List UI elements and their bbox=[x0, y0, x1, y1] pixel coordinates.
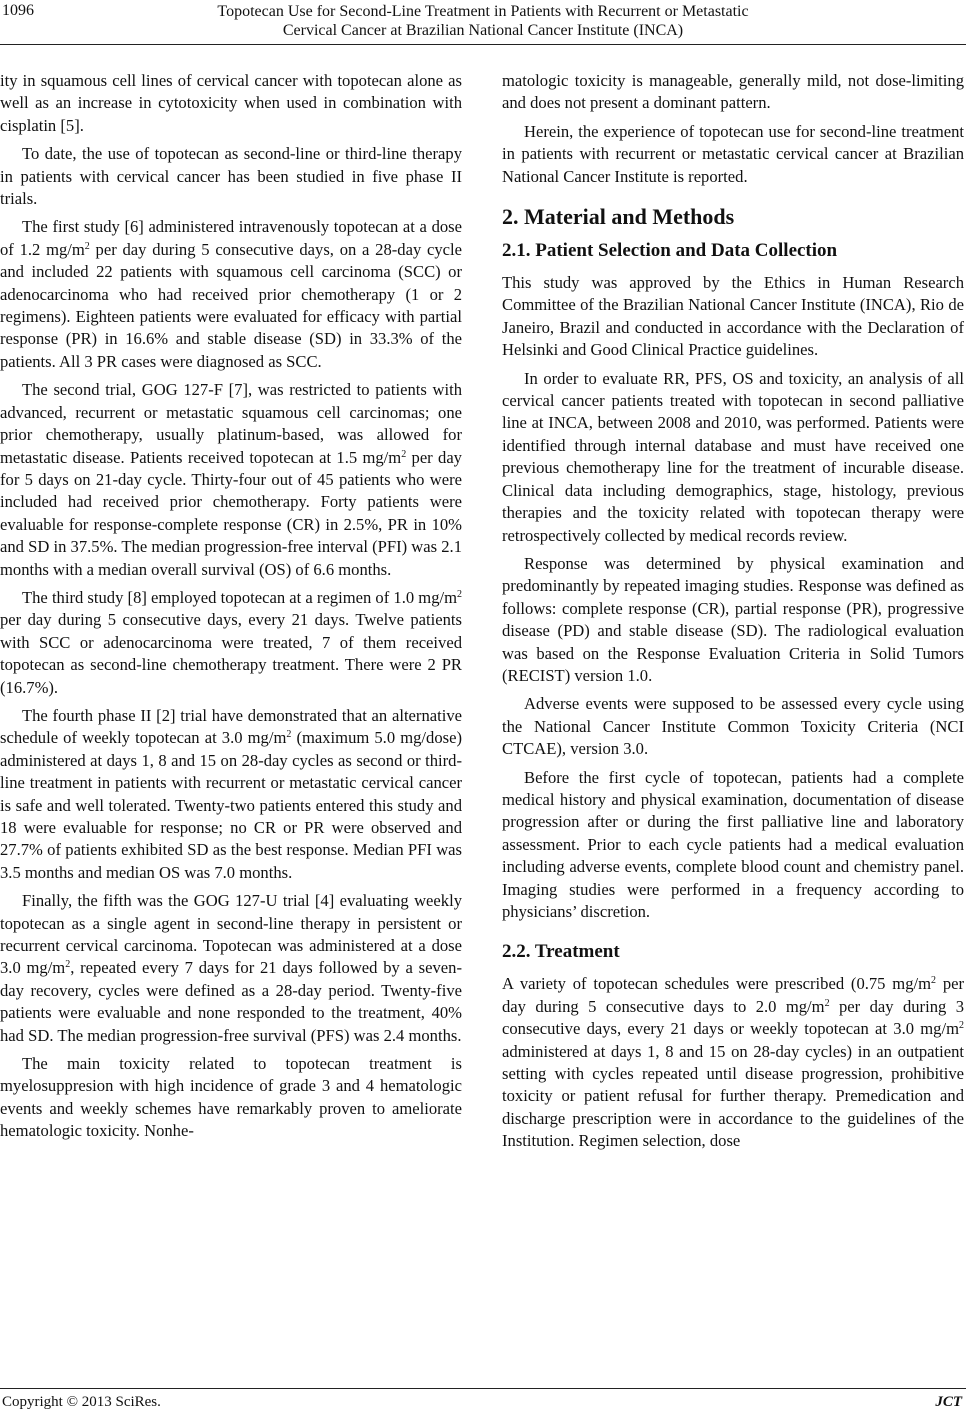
superscript: 2 bbox=[959, 1020, 964, 1032]
text-run: The fourth phase II [2] trial have demonstrated that an alternative schedule of weekly topotecan at 3.0 mg/m bbox=[0, 705, 462, 748]
paragraph: Herein, the experience of topotecan use for second-line treatment in patients with recurrent or metastatic cervical cancer at Brazilian National Cancer Institute is reported. bbox=[502, 121, 964, 186]
text-run: per day during 5 consecutive days, every 21 days. Twelve patients with SCC or adenocarcinoma were treated, 7 of them received topotecan as second-line chemotherapy treatment. There were 2 PR (16.7%). bbox=[0, 610, 462, 697]
text-run: per day during 5 consecutive days to 2.0 mg/m bbox=[502, 974, 965, 1016]
paragraph: matologic toxicity is manageable, generally mild, not dose-limiting and does not present a dominant pattern. bbox=[502, 71, 964, 113]
text-run: per day during 3 consecutive days, every 21 days or weekly topotecan at 3.0 mg/m bbox=[502, 996, 964, 1039]
subsection-heading: 2.1. Patient Selection and Data Collection bbox=[502, 240, 838, 262]
footer-divider bbox=[0, 1388, 966, 1389]
superscript: 2 bbox=[824, 997, 830, 1009]
paragraph bbox=[0, 890, 462, 1047]
superscript: 2 bbox=[931, 975, 937, 987]
text-run: per day for 5 days on 21-day cycle. Thirty-four out of 45 patients who were included had received prior chemotherapy. Forty patients were evaluable for response-complete response (CR) in 2.5%, PR in 10% and SD in 37.5%. The median progression-free interval (PFI) was 2.1 months with a median overall survival (OS) of 6.6 months. bbox=[0, 447, 462, 579]
superscript: 2 bbox=[84, 240, 90, 252]
copyright-notice: Copyright © 2013 SciRes. bbox=[2, 1394, 161, 1410]
subsection-heading: 2.2. Treatment bbox=[502, 941, 620, 963]
paragraph bbox=[502, 973, 964, 1152]
text-run: per day during 5 consecutive days, on a 28-day cycle and included 22 patients with squamous cell carcinoma (SCC) or adenocarcinoma who had received prior chemotherapy (1 or 2 regimens). Eighteen patients were evaluated for efficacy with partial response (PR) in 16.6% and stable disease (SD) in 33.3% of the patients. All 3 PR cases were diagnosed as SCC. bbox=[0, 239, 462, 371]
superscript: 2 bbox=[401, 448, 407, 460]
running-header-line-2: Cervical Cancer at Brazilian National Cancer Institute (INCA) bbox=[282, 22, 684, 39]
paragraph: Before the first cycle of topotecan, patients had a complete medical history and physical examination, documentation of disease progression after or during the first palliative line and laboratory assessment. Prior to each cycle patients had a medical evaluation including adverse events, complete blood count and chemistry panel. Imaging studies were performed in a frequency according to physicians’ discretion. bbox=[502, 767, 964, 921]
text-run: (maximum 5.0 mg/dose) administered at days 1, 8 and 15 on 28-day cycles as second or third-line treatment in patients with recurrent or metastatic cervical cancer is safe and well tolerated. Twenty-two patients entered this study and 18 were evaluable for response; no CR or PR were observed and 27.7% of patients exhibited SD as the best response. Median PFI was 3.5 months and median OS was 7.0 months. bbox=[0, 728, 462, 882]
header-divider bbox=[0, 44, 966, 45]
journal-abbreviation: JCT bbox=[935, 1394, 962, 1410]
text-run: , repeated every 7 days for 21 days followed by a seven-day recovery, cycles were defined as a 28-day period. Twenty-five patients were evaluable and none responded to the treatment, 40% had SD. The median progression-free survival (PFS) was 2.4 months. bbox=[0, 958, 462, 1045]
paragraph: This study was approved by the Ethics in Human Research Committee of the Brazilian National Cancer Institute (INCA), Rio de Janeiro, Brazil and conducted in accordance with the Declaration of Helsinki and Good Clinical Practice guidelines. bbox=[502, 273, 964, 360]
paragraph: In order to evaluate RR, PFS, OS and toxicity, an analysis of all cervical cancer patients treated with topotecan in second palliative line at INCA, between 2008 and 2010, was performed. Patients were identified through internal database and must have received one previous chemotherapy line for the treatment of incurable disease. Clinical data including demographics, stage, histology, previous therapies and the toxicity related with topotecan therapy were retrospectively collected by medical records review. bbox=[502, 368, 964, 545]
section-heading: 2. Material and Methods bbox=[502, 204, 735, 230]
paragraph bbox=[0, 705, 462, 884]
running-header bbox=[100, 2, 866, 40]
superscript: 2 bbox=[457, 588, 463, 600]
text-run: A variety of topotecan schedules were prescribed (0.75 mg/m bbox=[502, 974, 932, 994]
text-run: The third study [8] employed topotecan at a regimen of 1.0 mg/m bbox=[22, 587, 458, 607]
superscript: 2 bbox=[65, 959, 71, 971]
page-number: 1096 bbox=[2, 2, 34, 19]
text-run: The second trial, GOG 127-F [7], was restricted to patients with advanced, recurrent or metastatic squamous cell carcinomas; one prior chemotherapy, usually platinum-based, was allowed for metastatic disease. Patients received topotecan at 1.5 mg/m bbox=[0, 380, 462, 467]
paragraph: To date, the use of topotecan as second-line or third-line therapy in patients with cervical cancer has been studied in five phase II trials. bbox=[0, 144, 462, 209]
superscript: 2 bbox=[286, 729, 292, 741]
running-header-line-1: Topotecan Use for Second-Line Treatment in Patients with Recurrent or Metastatic bbox=[217, 3, 749, 20]
paragraph: ity in squamous cell lines of cervical cancer with topotecan alone as well as an increase in cytotoxicity when used in combination with cisplatin [5]. bbox=[0, 71, 462, 135]
right-column bbox=[502, 70, 964, 1159]
paragraph: Adverse events were supposed to be assessed every cycle using the National Cancer Institute Common Toxicity Criteria (NCI CTCAE), version 3.0. bbox=[502, 694, 964, 759]
paragraph: Response was determined by physical examination and predominantly by repeated imaging studies. Response was defined as follows: complete response (CR), partial response (PR), progressive disease (PD) and stable disease (SD). The radiological evaluation was based on the Response Evaluation Criteria in Solid Tumors (RECIST) version 1.0. bbox=[502, 553, 964, 685]
paragraph bbox=[0, 216, 462, 373]
text-run: Finally, the fifth was the GOG 127-U trial [4] evaluating weekly topotecan as a single agent in second-line therapy in persistent or recurrent cervical carcinoma. Topotecan was administered at a dose 3.0 mg/m bbox=[0, 891, 462, 978]
paragraph bbox=[0, 379, 462, 581]
paragraph: The main toxicity related to topotecan treatment is myelosuppresion with high incidence of grade 3 and 4 hematologic events and weekly schemes have remarkably proven to ameliorate hematologic toxicity. Nonhe- bbox=[0, 1054, 462, 1141]
text-run: administered at days 1, 8 and 15 on 28-day cycles) in an outpatient setting with cycles repeated until disease progression, prohibitive toxicity or patient refusal for further therapy. Premedication and discharge prescription were in accordance to the guidelines of the Institution. Regimen selection, dose bbox=[502, 1041, 964, 1151]
paragraph bbox=[0, 587, 462, 699]
text-run: The first study [6] administered intravenously topotecan at a dose of 1.2 mg/m bbox=[0, 217, 462, 259]
left-column bbox=[0, 70, 462, 1149]
